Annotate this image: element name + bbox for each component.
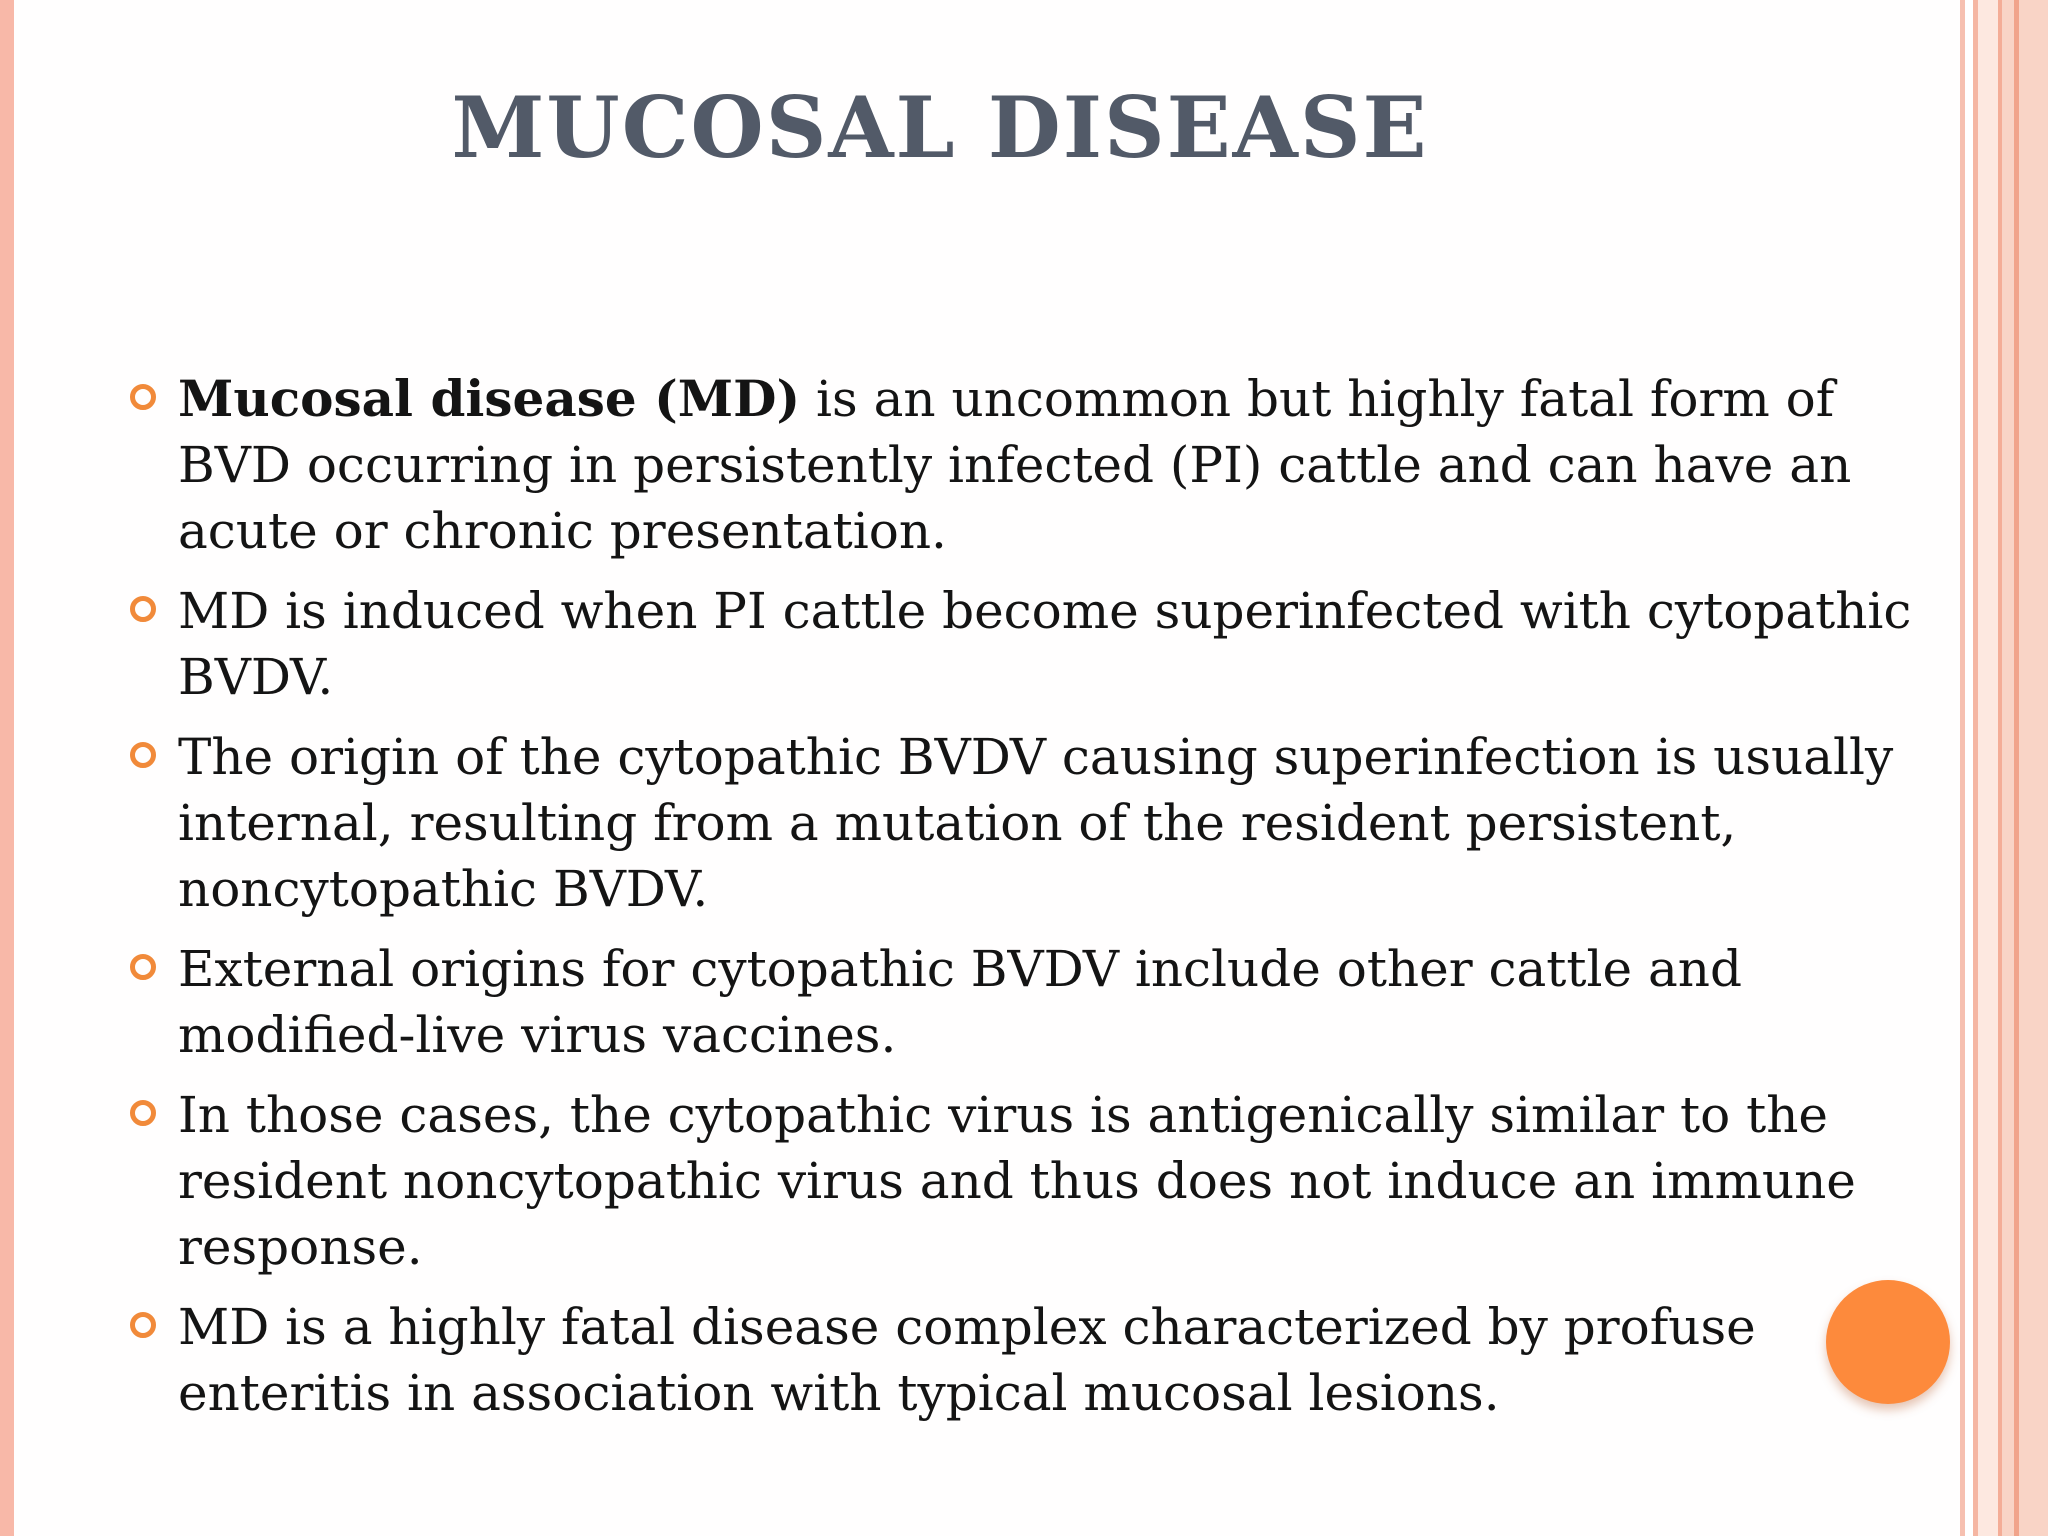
bullet-text: is an uncommon but highly fatal form of BVD occurring in persistently infected (PI) cattle and can have an acute or chronic presentation. <box>178 370 1852 560</box>
bullet-item <box>130 578 1920 710</box>
bullet-ring-icon <box>130 742 156 768</box>
bullet-item <box>130 1082 1920 1280</box>
bullet-item <box>130 724 1920 922</box>
right-border-gap <box>1965 0 1973 1536</box>
bullet-ring-icon <box>130 954 156 980</box>
slide-title: MUCOSAL DISEASE <box>451 78 1429 177</box>
bullet-text: MD is induced when PI cattle become superinfected with cytopathic BVDV. <box>178 582 1912 706</box>
bullet-item <box>130 366 1920 564</box>
bullet-ring-icon <box>130 596 156 622</box>
bullet-ring-icon <box>130 1100 156 1126</box>
bullet-item <box>130 936 1920 1068</box>
bullet-list <box>130 366 1920 1440</box>
right-border-stripe <box>2014 0 2019 1536</box>
bullet-text: External origins for cytopathic BVDV include other cattle and modified-live virus vaccines. <box>178 940 1742 1064</box>
bullet-lead-text: Mucosal disease (MD) <box>178 369 801 428</box>
bullet-item <box>130 1294 1920 1426</box>
right-border-band <box>2002 0 2048 1536</box>
left-border-stripe <box>0 0 14 1536</box>
bullet-text: In those cases, the cytopathic virus is antigenically similar to the resident noncytopathic virus and thus does not induce an immune response. <box>178 1086 1856 1276</box>
right-border-band <box>1978 0 1998 1536</box>
bullet-text: The origin of the cytopathic BVDV causing superinfection is usually internal, resulting from a mutation of the resident persistent, noncytopathic BVDV. <box>178 728 1894 918</box>
bullet-text: MD is a highly fatal disease complex characterized by profuse enteritis in association with typical mucosal lesions. <box>178 1298 1756 1422</box>
decorative-circle <box>1826 1280 1950 1404</box>
bullet-ring-icon <box>130 384 156 410</box>
bullet-ring-icon <box>130 1312 156 1338</box>
